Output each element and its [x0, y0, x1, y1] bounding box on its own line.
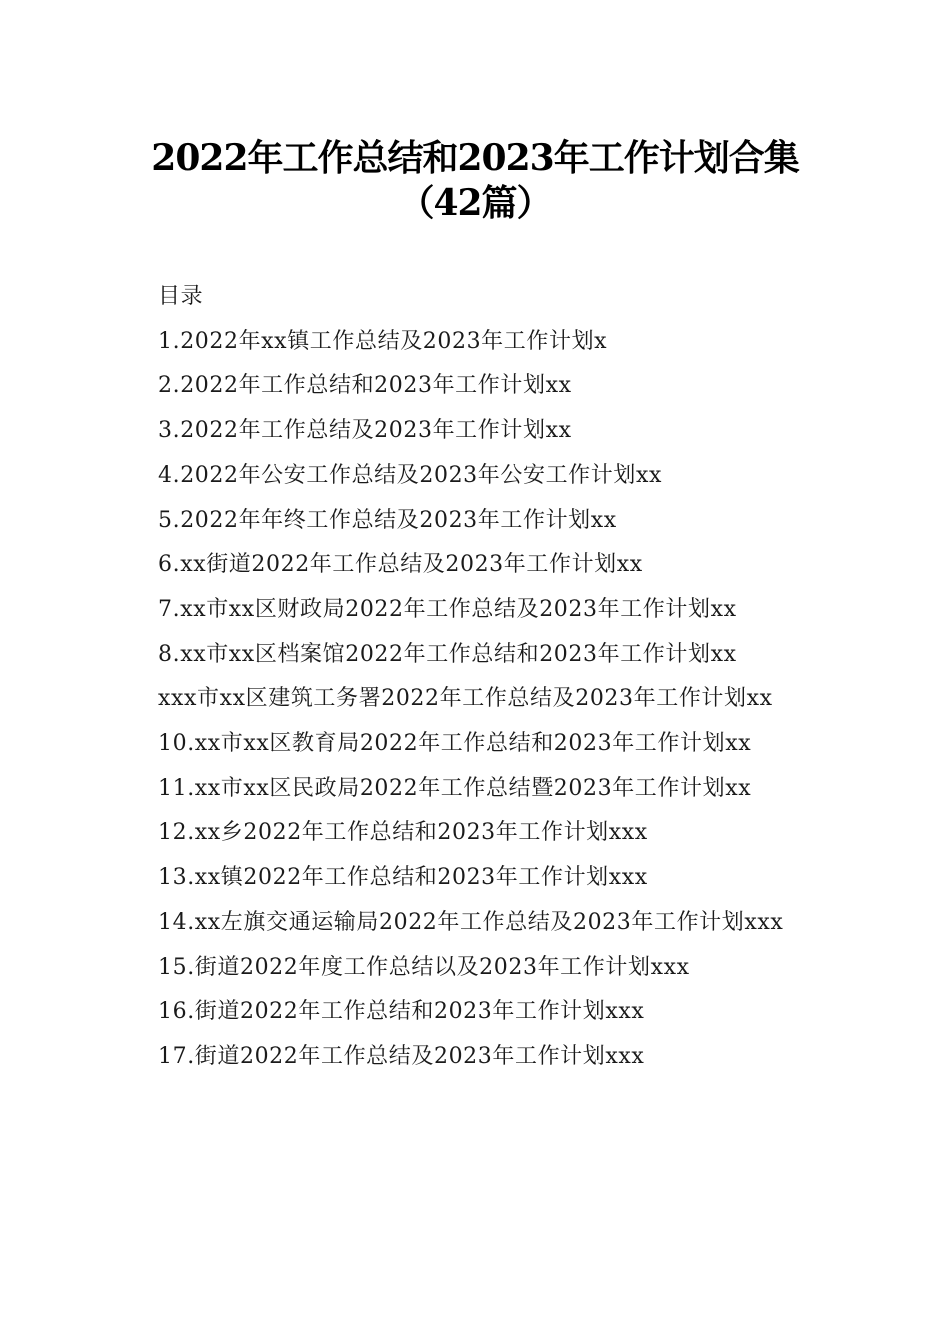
document-title: 2022年工作总结和2023年工作计划合集（42篇）: [151, 137, 799, 224]
toc-item-2: 2.2022年工作总结和2023年工作计划xx: [158, 373, 572, 399]
toc-item-10: 10.xx市xx区教育局2022年工作总结和2023年工作计划xx: [158, 731, 752, 757]
toc-item-15: 15.街道2022年度工作总结以及2023年工作计划xxx: [158, 954, 690, 980]
toc-list: [118, 320, 828, 1080]
toc-item-12: 12.xx乡2022年工作总结和2023年工作计划xxx: [158, 820, 648, 846]
toc-item-17: 17.街道2022年工作总结及2023年工作计划xxx: [158, 1043, 645, 1069]
toc-item-1: 1.2022年xx镇工作总结及2023年工作计划x: [158, 328, 608, 354]
toc-item-14: 14.xx左旗交通运输局2022年工作总结及2023年工作计划xxx: [158, 909, 784, 935]
toc-item-6: 6.xx街道2022年工作总结及2023年工作计划xx: [158, 552, 643, 578]
toc-item-3: 3.2022年工作总结及2023年工作计划xx: [158, 418, 572, 444]
toc-item-4: 4.2022年公安工作总结及2023年公安工作计划xx: [158, 462, 662, 488]
toc-heading: 目录: [158, 284, 204, 309]
toc-item-7: 7.xx市xx区财政局2022年工作总结及2023年工作计划xx: [158, 596, 737, 622]
toc-item-13: 13.xx镇2022年工作总结和2023年工作计划xxx: [158, 865, 648, 891]
toc-item-5: 5.2022年年终工作总结及2023年工作计划xx: [158, 507, 617, 533]
toc-item-11: 11.xx市xx区民政局2022年工作总结暨2023年工作计划xx: [158, 775, 752, 801]
toc-item-9: xxx市xx区建筑工务署2022年工作总结及2023年工作计划xx: [158, 686, 773, 712]
table-of-contents: [118, 275, 828, 1080]
toc-item-8: 8.xx市xx区档案馆2022年工作总结和2023年工作计划xx: [158, 641, 737, 667]
toc-item-16: 16.街道2022年工作总结和2023年工作计划xxx: [158, 999, 645, 1025]
